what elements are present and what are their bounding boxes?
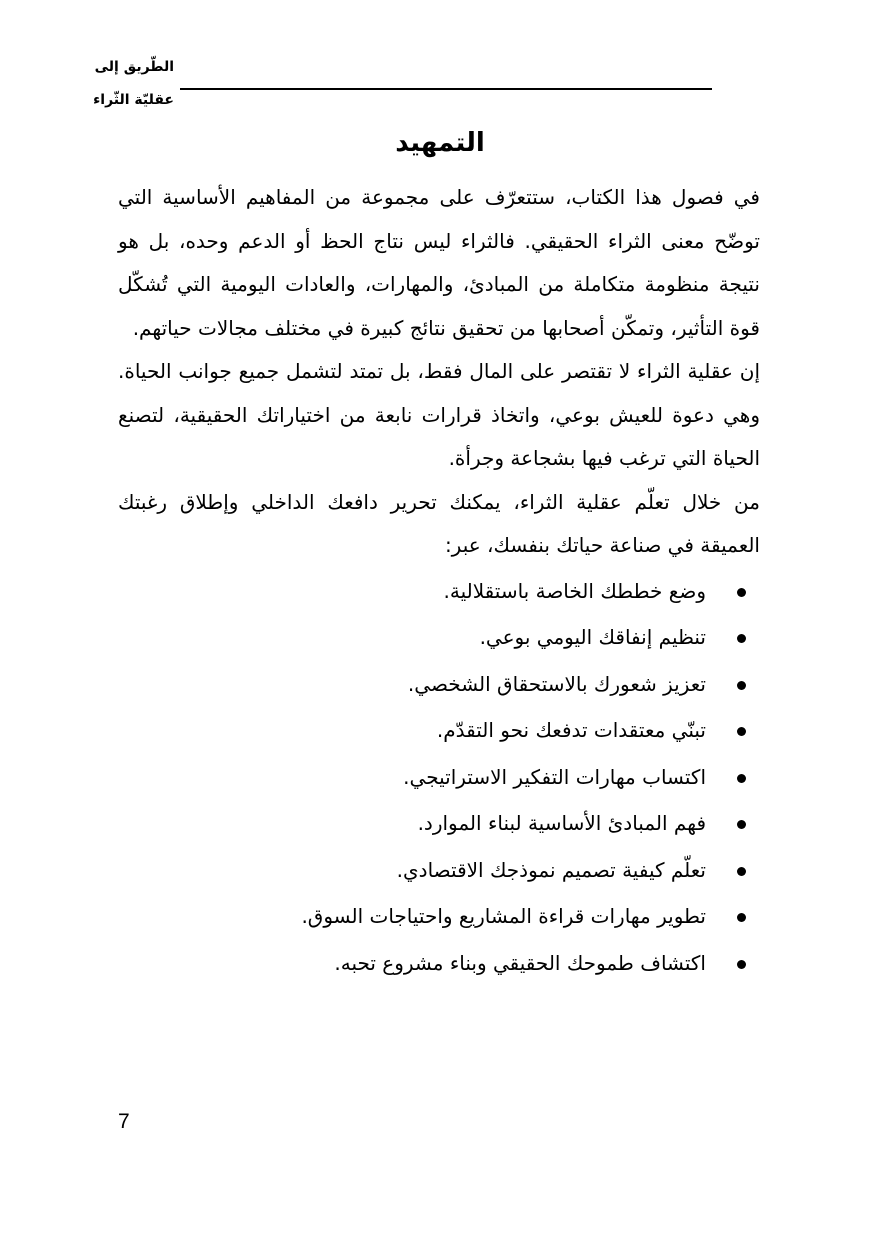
- bullet-list: [118, 568, 760, 987]
- bullet-icon: [737, 634, 746, 643]
- bullet-icon: [737, 774, 746, 783]
- list-item-text: تبنّي معتقدات تدفعك نحو التقدّم.: [436, 718, 706, 742]
- list-item-text: تنظيم إنفاقك اليومي بوعي.: [479, 625, 706, 649]
- paragraph: إن عقلية الثراء لا تقتصر على المال فقط، بل تمتد لتشمل جميع جوانب الحياة. وهي دعوة للعيش بوعي، واتخاذ قرارات نابعة من اختياراتك الحقيقية، لتصنع الحياة التي ترغب فيها بشجاعة وجرأة.: [118, 359, 760, 470]
- list-item: [118, 847, 760, 894]
- list-item: [118, 661, 760, 708]
- list-item: [118, 800, 760, 847]
- page-number: 7: [118, 1110, 130, 1133]
- list-item: [118, 568, 760, 615]
- list-item: [118, 614, 760, 661]
- bullet-icon: [737, 820, 746, 829]
- paragraph: من خلال تعلّم عقلية الثراء، يمكنك تحرير دافعك الداخلي وإطلاق رغبتك العميقة في صناعة حياتك بنفسك، عبر:: [118, 489, 760, 557]
- bullet-icon: [737, 913, 746, 922]
- bullet-icon: [737, 727, 746, 736]
- list-item-text: اكتشاف طموحك الحقيقي وبناء مشروع تحبه.: [334, 950, 706, 975]
- list-item: [118, 707, 760, 754]
- header-rule: [180, 88, 712, 90]
- list-item-text: تعزيز شعورك بالاستحقاق الشخصي.: [407, 671, 706, 696]
- list-item-text: اكتساب مهارات التفكير الاستراتيجي.: [403, 764, 706, 789]
- page-header: [0, 55, 874, 125]
- bullet-icon: [737, 588, 746, 597]
- list-item: [118, 893, 760, 940]
- list-item-text: فهم المبادئ الأساسية لبناء الموارد.: [417, 811, 706, 835]
- list-item-text: وضع خططك الخاصة باستقلالية.: [443, 578, 706, 603]
- bullet-icon: [737, 681, 746, 690]
- paragraph: في فصول هذا الكتاب، ستتعرّف على مجموعة من المفاهيم الأساسية التي توضّح معنى الثراء الحقيقي. فالثراء ليس نتاج الحظ أو الدعم وحده، بل هو نتيجة منظومة متكاملة من المبادئ، والمهارات، والعادات اليومية التي تُشكّل قوة التأثير، وتمكّن أصحابها من تحقيق نتائج كبيرة في مختلف مجالات حياتهم.: [118, 185, 760, 340]
- list-item: [118, 940, 760, 987]
- body-text: [118, 176, 760, 986]
- list-item-text: تطوير مهارات قراءة المشاريع واحتياجات السوق.: [301, 904, 706, 928]
- running-head-line-2: عقليّة الثّراء: [93, 92, 174, 108]
- bullet-icon: [737, 867, 746, 876]
- chapter-title: التمهيد: [395, 128, 485, 158]
- running-head-line-1: الطّريق إلى: [94, 59, 174, 75]
- list-item-text: تعلّم كيفية تصميم نموذجك الاقتصادي.: [396, 857, 706, 882]
- bullet-icon: [737, 960, 746, 969]
- list-item: [118, 754, 760, 801]
